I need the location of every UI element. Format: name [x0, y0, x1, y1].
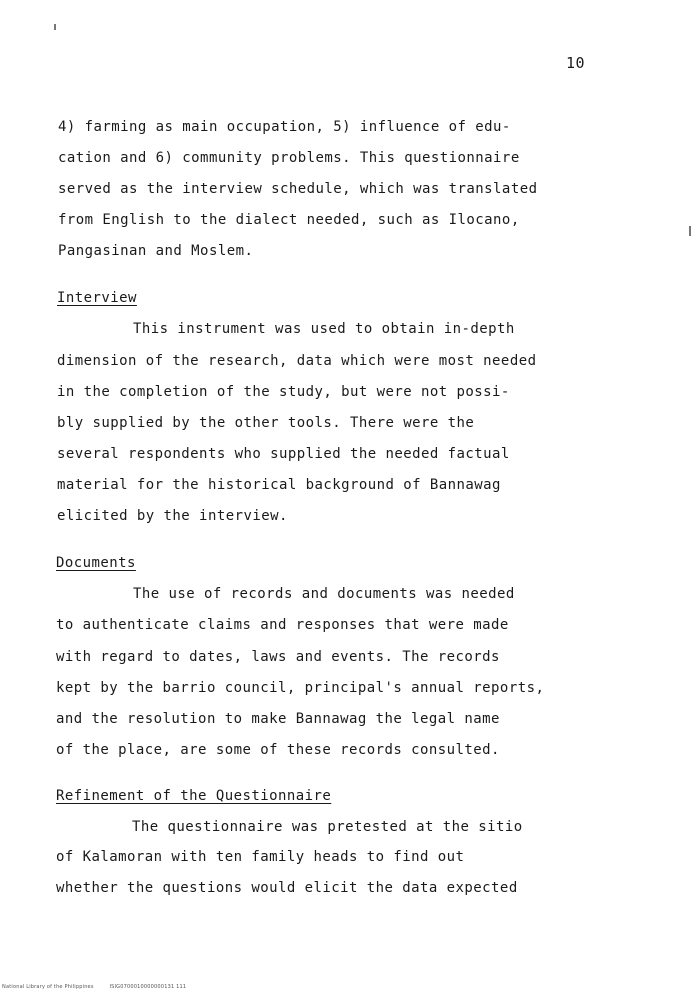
text-line: in the completion of the study, but were not possi-	[57, 384, 510, 400]
text-line: whether the questions would elicit the data expected	[56, 880, 518, 896]
section-heading-refinement: Refinement of the Questionnaire	[56, 788, 332, 804]
text-line: from English to the dialect needed, such as Ilocano,	[58, 212, 520, 228]
text-line: This instrument was used to obtain in-depth	[133, 321, 515, 337]
text-line: with regard to dates, laws and events. The records	[56, 649, 500, 665]
text-line: kept by the barrio council, principal's annual reports,	[56, 680, 545, 696]
text-line: 4) farming as main occupation, 5) influence of edu-	[58, 119, 511, 135]
scan-mark	[689, 226, 691, 236]
text-line: cation and 6) community problems. This questionnaire	[58, 150, 520, 166]
text-line: material for the historical background of Bannawag	[57, 477, 501, 493]
footer-library: National Library of the Philippines	[2, 984, 94, 990]
section-heading-documents: Documents	[56, 555, 136, 571]
text-line: Pangasinan and Moslem.	[58, 243, 254, 259]
page-number: 10	[566, 54, 586, 72]
text-line: The use of records and documents was needed	[133, 586, 515, 602]
text-line: to authenticate claims and responses that were made	[56, 617, 509, 633]
text-line: dimension of the research, data which were most needed	[57, 353, 537, 369]
text-line: and the resolution to make Bannawag the legal name	[56, 711, 500, 727]
text-line: of Kalamoran with ten family heads to find out	[56, 849, 465, 865]
scan-footer	[2, 984, 200, 990]
text-line: bly supplied by the other tools. There were the	[57, 415, 475, 431]
text-line: served as the interview schedule, which was translated	[58, 181, 538, 197]
section-heading-interview: Interview	[57, 290, 137, 306]
text-line: of the place, are some of these records consulted.	[56, 742, 500, 758]
scan-mark	[54, 24, 56, 30]
text-line: several respondents who supplied the needed factual	[57, 446, 510, 462]
text-line: elicited by the interview.	[57, 508, 288, 524]
footer-code: ISIG0700010000000131 111	[109, 984, 187, 990]
text-line: The questionnaire was pretested at the sitio	[132, 819, 523, 835]
